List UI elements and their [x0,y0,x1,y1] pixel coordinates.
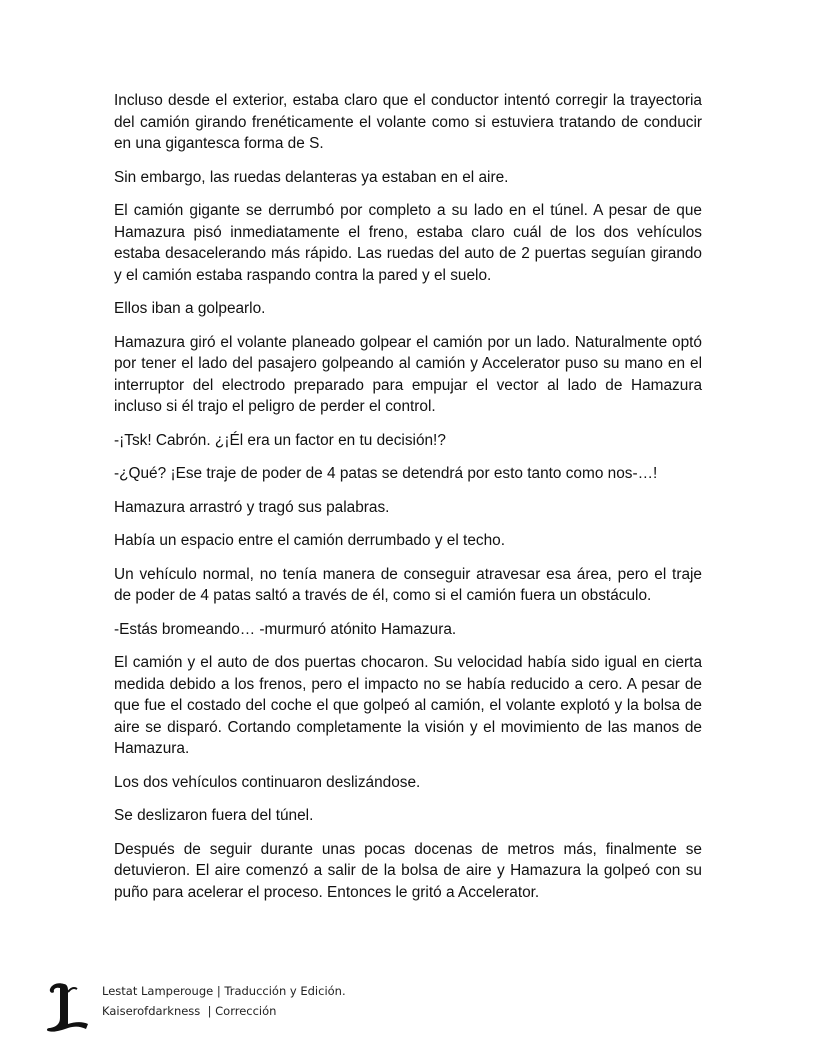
paragraph: El camión gigante se derrumbó por completo a su lado en el túnel. A pesar de que Hamazura pisó inmediatamente el freno, estaba claro cuál de los dos vehículos estaba desacelerando más rápido. Las ruedas del auto de 2 puertas seguían girando y el camión estaba raspando contra la pared y el suelo. [114,202,702,284]
paragraph: Un vehículo normal, no tenía manera de conseguir atravesar esa área, pero el traje de poder de 4 patas saltó a través de él, como si el camión fuera un obstáculo. [114,565,702,604]
paragraph: Hamazura giró el volante planeado golpear el camión por un lado. Naturalmente optó por tener el lado del pasajero golpeando al camión y Accelerator puso su mano en el interruptor del electrodo preparado para empujar el vector al lado de Hamazura incluso si él trajo el peligro de perder el control. [114,333,702,415]
paragraph: Sin embargo, las ruedas delanteras ya estaban en el aire. [114,168,509,186]
credits [102,981,346,1021]
credits-line-correction: Kaiserofdarkness | Corrección [102,1004,277,1018]
paragraph: Después de seguir durante unas pocas docenas de metros más, finalmente se detuvieron. El aire comenzó a salir de la bolsa de aire y Hamazura la golpeó con su puño para acelerar el proceso. Entonces le gritó a Accelerator. [114,840,702,901]
paragraph: Se deslizaron fuera del túnel. [114,807,314,824]
page-body [114,90,702,915]
paragraph: Había un espacio entre el camión derrumbado y el techo. [114,532,505,549]
paragraph: -¡Tsk! Cabrón. ¿¡Él era un factor en tu decisión!? [114,431,446,449]
credits-line-translation: Lestat Lamperouge | Traducción y Edición. [102,984,346,998]
paragraph: Hamazura arrastró y tragó sus palabras. [114,498,390,516]
paragraph: El camión y el auto de dos puertas chocaron. Su velocidad había sido igual en cierta medida debido a los frenos, pero el impacto no se había reducido a cero. A pesar de que fue el costado del coche el que golpeó al camión, el volante explotó y la bolsa de aire se disparó. Cortando completamente la visión y el movimiento de las manos de Hamazura. [114,654,702,757]
paragraph: -¿Qué? ¡Ese traje de poder de 4 patas se detendrá por esto tanto como nos-…! [114,465,658,482]
death-note-l-logo [44,978,90,1034]
paragraph: Ellos iban a golpearlo. [114,300,266,317]
paragraph: Incluso desde el exterior, estaba claro que el conductor intentó corregir la trayectoria del camión girando frenéticamente el volante como si estuviera tratando de conducir en una gigantesca forma de S. [114,92,702,152]
page-footer [44,978,444,1038]
paragraph: Los dos vehículos continuaron deslizándose. [114,773,421,791]
paragraph: -Estás bromeando… -murmuró atónito Hamazura. [114,620,457,638]
